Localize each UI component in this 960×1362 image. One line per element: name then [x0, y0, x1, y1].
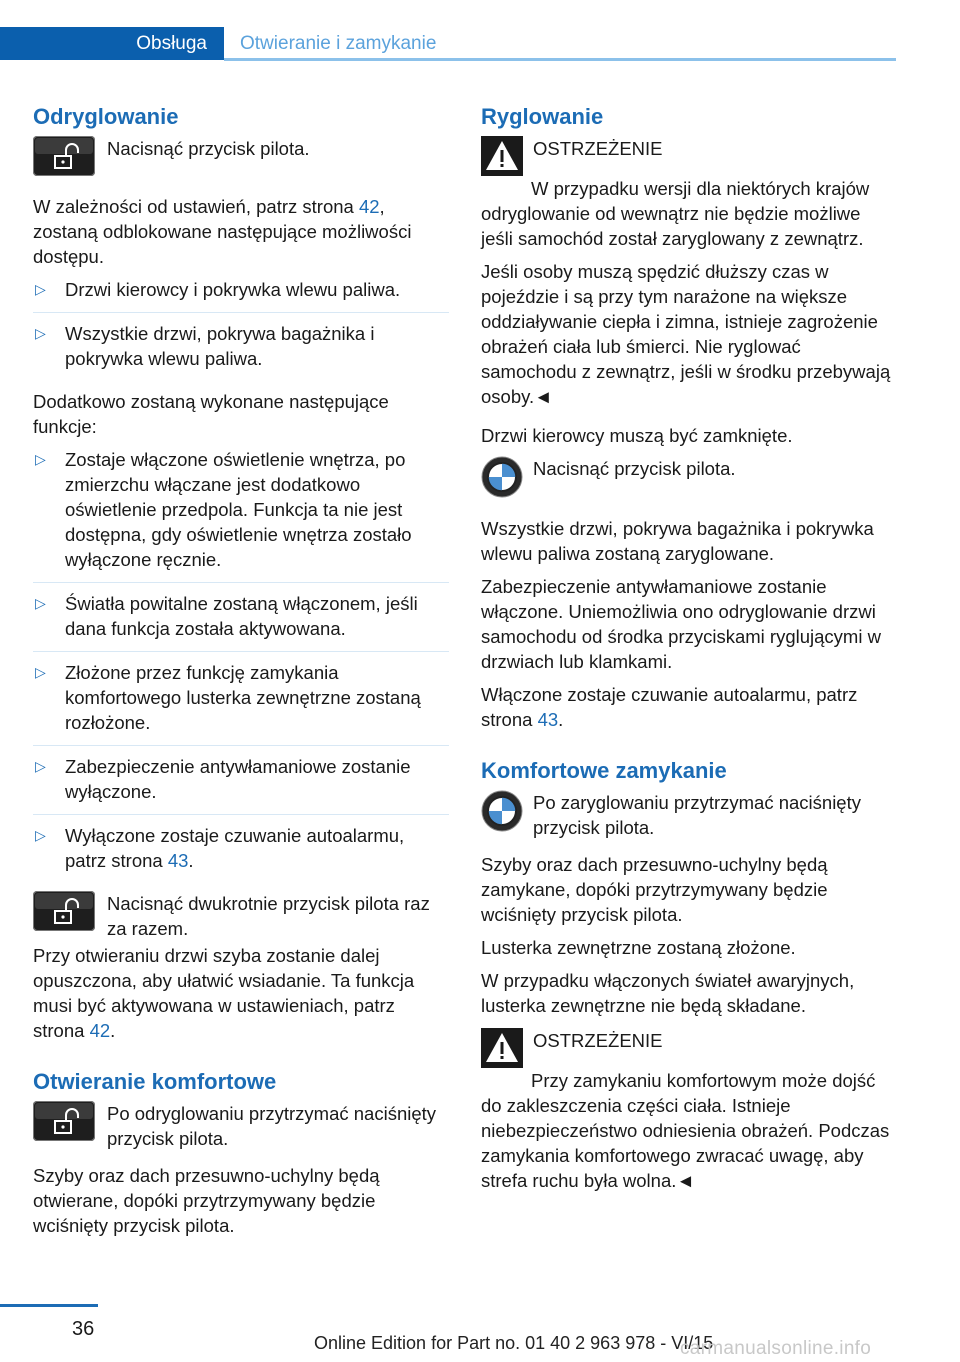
warning-title: OSTRZEŻENIE [533, 138, 663, 159]
close-windows-paragraph: Szyby oraz dach przesuwno-uchylny będą zamykane, dopóki przytrzymywany będzie wciśnięty przycisk pilota. [481, 854, 828, 925]
page-link-42[interactable]: 42 [358, 196, 380, 217]
heading-odryglowanie: Odryglowanie [33, 104, 179, 129]
triangle-bullet-icon: ▷ [35, 325, 46, 341]
list-item: ▷ Złożone przez funkcję zamykania komfortowego lusterka zewnętrzne zostaną rozłożone. [33, 660, 449, 746]
open-windows-paragraph: Szyby oraz dach przesuwno-uchylny będą otwierane, dopóki przytrzymywany będzie wciśnięty przycisk pilota. [33, 1165, 380, 1236]
list-item: ▷ Zabezpieczenie antywłamaniowe zostanie wyłączone. [33, 754, 449, 815]
unlock-button-icon [33, 1101, 97, 1147]
warning-triangle-icon [481, 1028, 523, 1074]
extra-functions-intro: Dodatkowo zostaną wykonane następujące funkcje: [33, 391, 389, 437]
list-item: ▷ Światła powitalne zostaną włączonem, jeśli dana funkcja została aktywowana. [33, 591, 449, 652]
page-link-43[interactable]: 43 [537, 709, 559, 730]
triangle-bullet-icon: ▷ [35, 758, 46, 774]
driver-door-paragraph: Drzwi kierowcy muszą być zamknięte. [481, 425, 793, 446]
warning-2-text: Przy zamykaniu komfortowym może dojść do zakleszczenia części ciała. Istnieje niebezpieczeństwo odniesienia obrażeń. Podczas zamykania komfortowego zwracać uwagę, aby strefa ruchu była wolna.◄ [481, 1070, 890, 1191]
warning-1-text: W przypadku wersji dla niektórych krajów odryglowanie od wewnątrz nie będzie możliwe jeśli samochód został zaryglowany z zewnątrz. [481, 178, 870, 249]
functions-list [33, 447, 449, 883]
page-link-42[interactable]: 42 [89, 1020, 111, 1041]
list-item: ▷ Zostaje włączone oświetlenie wnętrza, po zmierzchu włączane jest dodatkowo oświetlenie przedpola. Funkcja ta nie jest dostępna, gdy oświetlenie wnętrza zostało wyłączone ręcznie. [33, 447, 449, 583]
right-column [481, 100, 897, 1201]
comfort-open-instruction [33, 1101, 449, 1151]
mirrors-fold-paragraph: Lusterka zewnętrzne zostaną złożone. [481, 937, 796, 958]
lock-press-text: Nacisnąć przycisk pilota. [533, 458, 736, 479]
header-rule [224, 58, 896, 61]
footer-rule [0, 1304, 98, 1307]
list-item: ▷ Wyłączone zostaje czuwanie autoalarmu, patrz strona 43. [35, 825, 405, 871]
unlock-press-text: Nacisnąć przycisk pilota. [107, 138, 310, 159]
bmw-lock-button-icon [481, 456, 523, 504]
unlock-instruction [33, 136, 449, 182]
dep-settings-paragraph: W zależności od ustawień, patrz strona 42, zostaną odblokowane następujące możliwości dostępu. [33, 196, 412, 267]
lock-instruction [481, 456, 897, 504]
heading-otwieranie-komfortowe: Otwieranie komfortowe [33, 1069, 277, 1094]
list-item: ▷ Wszystkie drzwi, pokrywa bagażnika i pokrywka wlewu paliwa. [35, 323, 375, 369]
unlock-button-icon [33, 891, 97, 937]
page-link-43[interactable]: 43 [167, 850, 189, 871]
triangle-bullet-icon: ▷ [35, 664, 46, 680]
heading-komfortowe-zamykanie: Komfortowe zamykanie [481, 758, 727, 783]
triangle-bullet-icon: ▷ [35, 827, 46, 843]
page-number: 36 [72, 1318, 95, 1340]
hazard-paragraph: W przypadku włączonych świateł awaryjnych, lusterka zewnętrzne nie będą składane. [481, 970, 855, 1016]
window-paragraph: Przy otwieraniu drzwi szyba zostanie dalej opuszczona, aby ułatwić wsiadanie. Ta funkcja musi być aktywowana w ustawieniach, patrz strona 42. [33, 945, 415, 1041]
hold-lock-text: Po zaryglowaniu przytrzymać naciśnięty przycisk pilota. [533, 792, 861, 838]
section-tab-obsluga[interactable]: Obsługa [0, 27, 224, 60]
section-tab-otwieranie[interactable]: Otwieranie i zamykanie [240, 33, 437, 54]
unlock-twice-text: Nacisnąć dwukrotnie przycisk pilota raz za razem. [107, 893, 430, 939]
unlock-button-icon [33, 136, 97, 182]
edition-text: Online Edition for Part no. 01 40 2 963 978 - VI/15 [314, 1333, 714, 1353]
antitheft-paragraph: Zabezpieczenie antywłamaniowe zostanie włączone. Uniemożliwia ono odryglowanie drzwi samochodu od środka przyciskami ryglującymi w drzwiach lub klamkami. [481, 576, 881, 672]
all-locked-paragraph: Wszystkie drzwi, pokrywa bagażnika i pokrywka wlewu paliwa zostaną zaryglowane. [481, 518, 874, 564]
hold-unlock-text: Po odryglowaniu przytrzymać naciśnięty przycisk pilota. [107, 1103, 437, 1149]
access-list [33, 277, 449, 381]
comfort-close-instruction [481, 790, 897, 840]
left-column [33, 100, 449, 1246]
warning-triangle-icon [481, 136, 523, 182]
page-header [0, 0, 960, 64]
heading-ryglowanie: Ryglowanie [481, 104, 604, 129]
triangle-bullet-icon: ▷ [35, 451, 46, 467]
watermark: carmanualsonline.info [680, 1338, 872, 1359]
warning-title: OSTRZEŻENIE [533, 1030, 663, 1051]
unlock-twice-instruction [33, 891, 449, 941]
list-item: ▷ Drzwi kierowcy i pokrywka wlewu paliwa. [33, 277, 449, 313]
triangle-bullet-icon: ▷ [35, 595, 46, 611]
warning-1-text-2: Jeśli osoby muszą spędzić dłuższy czas w pojeździe i są przy tym narażone na większe oddziaływanie ciepła i zimna, istnieje zagrożenie obrażeń ciała lub śmierci. Nie ryglować samochodu z zewnątrz, jeśli w środku przebywają osoby.◄ [481, 261, 891, 407]
triangle-bullet-icon: ▷ [35, 281, 46, 297]
bmw-lock-button-icon [481, 790, 523, 838]
alarm-paragraph: Włączone zostaje czuwanie autoalarmu, patrz strona 43. [481, 684, 858, 730]
